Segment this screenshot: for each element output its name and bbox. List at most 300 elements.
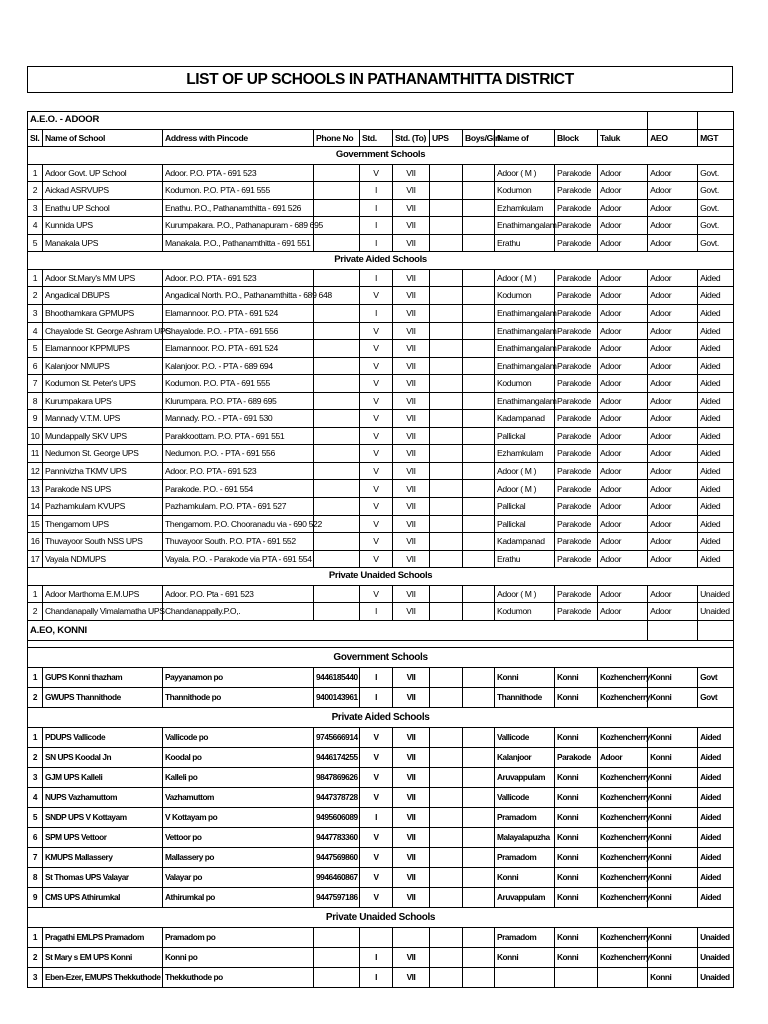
cell: Adoor [648, 498, 698, 516]
cell [463, 667, 495, 687]
cell: Adoor [648, 427, 698, 445]
cell: 9847869626 [314, 767, 360, 787]
cell [314, 947, 360, 967]
cell: VII [393, 217, 430, 235]
cell [463, 747, 495, 767]
cell: Kalanjoor. P.O. - PTA - 689 694 [163, 357, 314, 375]
column-header: Name of [495, 129, 555, 147]
cell: Adoor [648, 322, 698, 340]
cell: Kozhencherry [598, 927, 648, 947]
cell: 9447569860 [314, 847, 360, 867]
cell [314, 234, 360, 252]
cell: 2 [28, 687, 43, 707]
cell: Aided [698, 847, 734, 867]
cell: Chandanapally Vimalamatha UPS [43, 603, 163, 621]
cell [463, 887, 495, 907]
cell: Enathimangalam [495, 392, 555, 410]
section-title: Government Schools [28, 147, 734, 165]
cell: Adoor [598, 287, 648, 305]
cell: Parakode [555, 410, 598, 428]
cell [430, 847, 463, 867]
cell: 4 [28, 322, 43, 340]
cell [314, 322, 360, 340]
empty-cell [648, 112, 698, 130]
cell: Adoor [598, 550, 648, 568]
cell: Kozhencherry [598, 827, 648, 847]
cell [463, 967, 495, 987]
cell: Thekkuthode po [163, 967, 314, 987]
cell: Unaided [698, 585, 734, 603]
cell: Kozhencherry [598, 787, 648, 807]
cell: Adoor [648, 515, 698, 533]
aeo-header-row [28, 620, 734, 640]
cell: PDUPS Vallicode [43, 727, 163, 747]
cell [314, 164, 360, 182]
cell: Aided [698, 375, 734, 393]
empty-cell [698, 112, 734, 130]
table-row [28, 515, 734, 533]
cell [314, 445, 360, 463]
cell: Adoor [648, 269, 698, 287]
cell: V [360, 357, 393, 375]
cell: 14 [28, 498, 43, 516]
cell: 9446174255 [314, 747, 360, 767]
cell: Konni [648, 927, 698, 947]
cell: VII [393, 392, 430, 410]
cell: Koodal po [163, 747, 314, 767]
cell: SNDP UPS V Kottayam [43, 807, 163, 827]
cell [314, 550, 360, 568]
cell: Enathimangalam [495, 217, 555, 235]
cell: Parakode [555, 747, 598, 767]
cell: Adoor. P.O. PTA - 691 523 [163, 462, 314, 480]
cell: Konni [555, 867, 598, 887]
table-row [28, 217, 734, 235]
cell: 10 [28, 427, 43, 445]
cell [463, 375, 495, 393]
cell [430, 550, 463, 568]
cell: VII [393, 585, 430, 603]
table-row [28, 927, 734, 947]
cell: Kozhencherry [598, 847, 648, 867]
cell [314, 410, 360, 428]
cell: 9 [28, 887, 43, 907]
section-header-row [28, 647, 734, 667]
cell [430, 947, 463, 967]
cell [314, 462, 360, 480]
cell: Adoor [598, 305, 648, 323]
cell: Adoor [598, 375, 648, 393]
cell [463, 164, 495, 182]
cell: Aided [698, 305, 734, 323]
cell: V [360, 427, 393, 445]
cell: V [360, 727, 393, 747]
cell [314, 182, 360, 200]
cell: Konni [495, 947, 555, 967]
cell: Konni [648, 887, 698, 907]
cell: Aided [698, 287, 734, 305]
cell: Nedumon. P.O. - PTA - 691 556 [163, 445, 314, 463]
cell: Konni [555, 787, 598, 807]
table-row [28, 182, 734, 200]
cell: Vallicode po [163, 727, 314, 747]
cell [360, 927, 393, 947]
cell: VII [393, 287, 430, 305]
cell: Aided [698, 807, 734, 827]
cell: 9495606089 [314, 807, 360, 827]
cell: 1 [28, 269, 43, 287]
cell: Adoor [598, 515, 648, 533]
cell: 2 [28, 603, 43, 621]
cell: Pallickal [495, 427, 555, 445]
cell: Adoor [598, 199, 648, 217]
cell: Adoor Govt. UP School [43, 164, 163, 182]
cell: Manakala. P.O., Pathanamthitta - 691 551 [163, 234, 314, 252]
cell: Govt. [698, 217, 734, 235]
cell: 1 [28, 585, 43, 603]
cell: Adoor [648, 550, 698, 568]
cell: Adoor ( M ) [495, 585, 555, 603]
cell: Adoor [598, 747, 648, 767]
cell [314, 269, 360, 287]
cell: Vayala NDMUPS [43, 550, 163, 568]
cell: Konni [555, 887, 598, 907]
cell: VII [393, 887, 430, 907]
cell: 8 [28, 392, 43, 410]
cell: VII [393, 375, 430, 393]
cell: Kozhencherry [598, 947, 648, 967]
table-row [28, 887, 734, 907]
cell [463, 462, 495, 480]
cell [430, 462, 463, 480]
section-title: Private Aided Schools [28, 252, 734, 270]
cell [430, 217, 463, 235]
cell: Konni [648, 947, 698, 967]
cell [430, 807, 463, 827]
cell: Adoor [648, 357, 698, 375]
cell: Adoor [598, 269, 648, 287]
cell: VII [393, 164, 430, 182]
cell: Pannivizha TKMV UPS [43, 462, 163, 480]
cell [430, 322, 463, 340]
cell: Adoor [648, 375, 698, 393]
cell [463, 927, 495, 947]
cell [463, 445, 495, 463]
cell: Kozhencherry [598, 727, 648, 747]
cell: Adoor [598, 427, 648, 445]
table-row [28, 667, 734, 687]
cell [430, 182, 463, 200]
cell: Parakode [555, 234, 598, 252]
cell: Adoor [598, 217, 648, 235]
cell: Aided [698, 867, 734, 887]
cell: Konni [555, 667, 598, 687]
cell: Eben-Ezer, EMUPS Thekkuthode [43, 967, 163, 987]
cell: Konni [648, 727, 698, 747]
cell: Adoor [648, 164, 698, 182]
section-title: Private Aided Schools [28, 707, 734, 727]
cell: Parakode [555, 550, 598, 568]
cell: Kalleli po [163, 767, 314, 787]
cell: Adoor [648, 533, 698, 551]
table-row [28, 550, 734, 568]
cell: Manakala UPS [43, 234, 163, 252]
cell: I [360, 667, 393, 687]
cell: Aided [698, 747, 734, 767]
cell: VII [393, 445, 430, 463]
column-header: Boys/Girl [463, 129, 495, 147]
cell: Konni [555, 727, 598, 747]
table-row [28, 392, 734, 410]
cell: Aided [698, 515, 734, 533]
cell: VII [393, 498, 430, 516]
table-row [28, 357, 734, 375]
cell: Elamannoor. P.O. PTA - 691 524 [163, 340, 314, 358]
cell [430, 667, 463, 687]
page-title: LIST OF UP SCHOOLS IN PATHANAMTHITTA DISTRICT [27, 66, 733, 93]
cell: Aided [698, 727, 734, 747]
cell: Pramadom [495, 847, 555, 867]
cell: VII [393, 182, 430, 200]
table-row [28, 480, 734, 498]
cell: Parakode [555, 199, 598, 217]
cell: Aided [698, 498, 734, 516]
cell: V [360, 515, 393, 533]
cell: Aided [698, 533, 734, 551]
cell: V [360, 392, 393, 410]
cell: Athirumkal po [163, 887, 314, 907]
cell [463, 947, 495, 967]
cell [430, 164, 463, 182]
cell: Konni [648, 867, 698, 887]
cell: VII [393, 357, 430, 375]
cell: Kodumon [495, 287, 555, 305]
cell [463, 410, 495, 428]
cell: 17 [28, 550, 43, 568]
cell: Ezhamkulam [495, 445, 555, 463]
cell [314, 967, 360, 987]
section-title: Private Unaided Schools [28, 907, 734, 927]
cell: Adoor [598, 234, 648, 252]
cell: Enathimangalam [495, 357, 555, 375]
cell: I [360, 687, 393, 707]
cell: Aided [698, 340, 734, 358]
column-header: Address with Pincode [163, 129, 314, 147]
cell: Aruvappulam [495, 887, 555, 907]
cell: Adoor [598, 585, 648, 603]
cell: Pramadom [495, 807, 555, 827]
cell [430, 787, 463, 807]
cell: VII [393, 787, 430, 807]
cell: Adoor [648, 340, 698, 358]
cell: 9745666914 [314, 727, 360, 747]
table-row [28, 687, 734, 707]
cell [555, 967, 598, 987]
empty-cell [698, 620, 734, 640]
cell: V [360, 164, 393, 182]
cell: Adoor [598, 340, 648, 358]
cell [463, 847, 495, 867]
cell: VII [393, 807, 430, 827]
section-header-row [28, 568, 734, 586]
cell: Kurumpakara. P.O., Pathanapuram - 689 695 [163, 217, 314, 235]
cell: I [360, 967, 393, 987]
cell: VII [393, 199, 430, 217]
cell [463, 217, 495, 235]
cell: 3 [28, 305, 43, 323]
cell [314, 375, 360, 393]
cell [314, 533, 360, 551]
table-row [28, 727, 734, 747]
cell: 6 [28, 827, 43, 847]
cell: VII [393, 827, 430, 847]
table-row [28, 340, 734, 358]
cell: Adoor [648, 305, 698, 323]
cell [430, 827, 463, 847]
cell: I [360, 603, 393, 621]
cell: KMUPS Mallassery [43, 847, 163, 867]
cell [430, 498, 463, 516]
cell: VII [393, 947, 430, 967]
cell: VII [393, 747, 430, 767]
cell: I [360, 217, 393, 235]
cell: Enathimangalam [495, 305, 555, 323]
cell: 15 [28, 515, 43, 533]
cell: Adoor [648, 392, 698, 410]
cell: Adoor [648, 287, 698, 305]
cell: Aided [698, 462, 734, 480]
cell: Unaided [698, 927, 734, 947]
cell: V [360, 767, 393, 787]
cell: VII [393, 667, 430, 687]
cell: 4 [28, 217, 43, 235]
cell: St Thomas UPS Valayar [43, 867, 163, 887]
cell: Parakode [555, 603, 598, 621]
cell: I [360, 947, 393, 967]
cell: 9 [28, 410, 43, 428]
cell: 9946460867 [314, 867, 360, 887]
cell: Enathu UP School [43, 199, 163, 217]
cell: Kozhencherry [598, 887, 648, 907]
cell: 2 [28, 287, 43, 305]
cell [463, 827, 495, 847]
cell: VII [393, 305, 430, 323]
cell: Konni [648, 667, 698, 687]
cell: Unaided [698, 603, 734, 621]
cell: V [360, 747, 393, 767]
empty-cell [648, 620, 698, 640]
cell [430, 767, 463, 787]
cell: Elamannoor. P.O. PTA - 691 524 [163, 305, 314, 323]
cell: Aruvappulam [495, 767, 555, 787]
cell: Konni [648, 767, 698, 787]
cell: Kozhencherry [598, 767, 648, 787]
cell: 16 [28, 533, 43, 551]
cell: Adoor [648, 410, 698, 428]
cell: Adoor ( M ) [495, 269, 555, 287]
empty-cell [28, 640, 734, 647]
cell: I [360, 807, 393, 827]
table-row [28, 747, 734, 767]
cell [463, 498, 495, 516]
cell [430, 927, 463, 947]
cell [463, 234, 495, 252]
cell [314, 305, 360, 323]
cell: Kodumon [495, 375, 555, 393]
cell: Konni po [163, 947, 314, 967]
cell: 5 [28, 340, 43, 358]
cell [393, 927, 430, 947]
cell: Thuvayoor South. P.O. PTA - 691 552 [163, 533, 314, 551]
cell: 9447597186 [314, 887, 360, 907]
cell: V [360, 847, 393, 867]
cell: Bhoothamkara GPMUPS [43, 305, 163, 323]
cell [463, 807, 495, 827]
column-header: Taluk [598, 129, 648, 147]
cell: Parakode [555, 515, 598, 533]
table-row [28, 462, 734, 480]
cell [430, 340, 463, 358]
cell: V [360, 462, 393, 480]
cell [463, 550, 495, 568]
table-row [28, 305, 734, 323]
cell: Aided [698, 445, 734, 463]
cell: Konni [555, 807, 598, 827]
cell: Adoor. P.O. Pta - 691 523 [163, 585, 314, 603]
section-header-row [28, 252, 734, 270]
cell [463, 340, 495, 358]
cell [463, 867, 495, 887]
cell: V [360, 340, 393, 358]
cell: I [360, 234, 393, 252]
cell: 9400143961 [314, 687, 360, 707]
cell: V Kottayam po [163, 807, 314, 827]
cell: VII [393, 322, 430, 340]
spacer-row [28, 640, 734, 647]
cell: Adoor [648, 234, 698, 252]
cell: Govt. [698, 199, 734, 217]
schools-table [27, 111, 734, 988]
cell [314, 357, 360, 375]
cell: VII [393, 533, 430, 551]
cell: Chandanappally.P.O,. [163, 603, 314, 621]
cell: VII [393, 727, 430, 747]
table-row [28, 234, 734, 252]
cell: Kozhencherry [598, 867, 648, 887]
cell: Unaided [698, 967, 734, 987]
cell [430, 967, 463, 987]
cell: 8 [28, 867, 43, 887]
cell: V [360, 827, 393, 847]
cell: Pazhamkulam KVUPS [43, 498, 163, 516]
cell [463, 357, 495, 375]
cell [430, 515, 463, 533]
section-header-row [28, 907, 734, 927]
table-row [28, 585, 734, 603]
table-row [28, 827, 734, 847]
cell: Parakode [555, 533, 598, 551]
cell: Kodumon. P.O. PTA - 691 555 [163, 375, 314, 393]
cell: Konni [648, 967, 698, 987]
cell: Adoor [598, 498, 648, 516]
cell [430, 585, 463, 603]
cell: 4 [28, 787, 43, 807]
cell: Govt. [698, 164, 734, 182]
table-row [28, 533, 734, 551]
cell: Nedumon St. George UPS [43, 445, 163, 463]
cell: Kozhencherry [598, 687, 648, 707]
cell [314, 927, 360, 947]
